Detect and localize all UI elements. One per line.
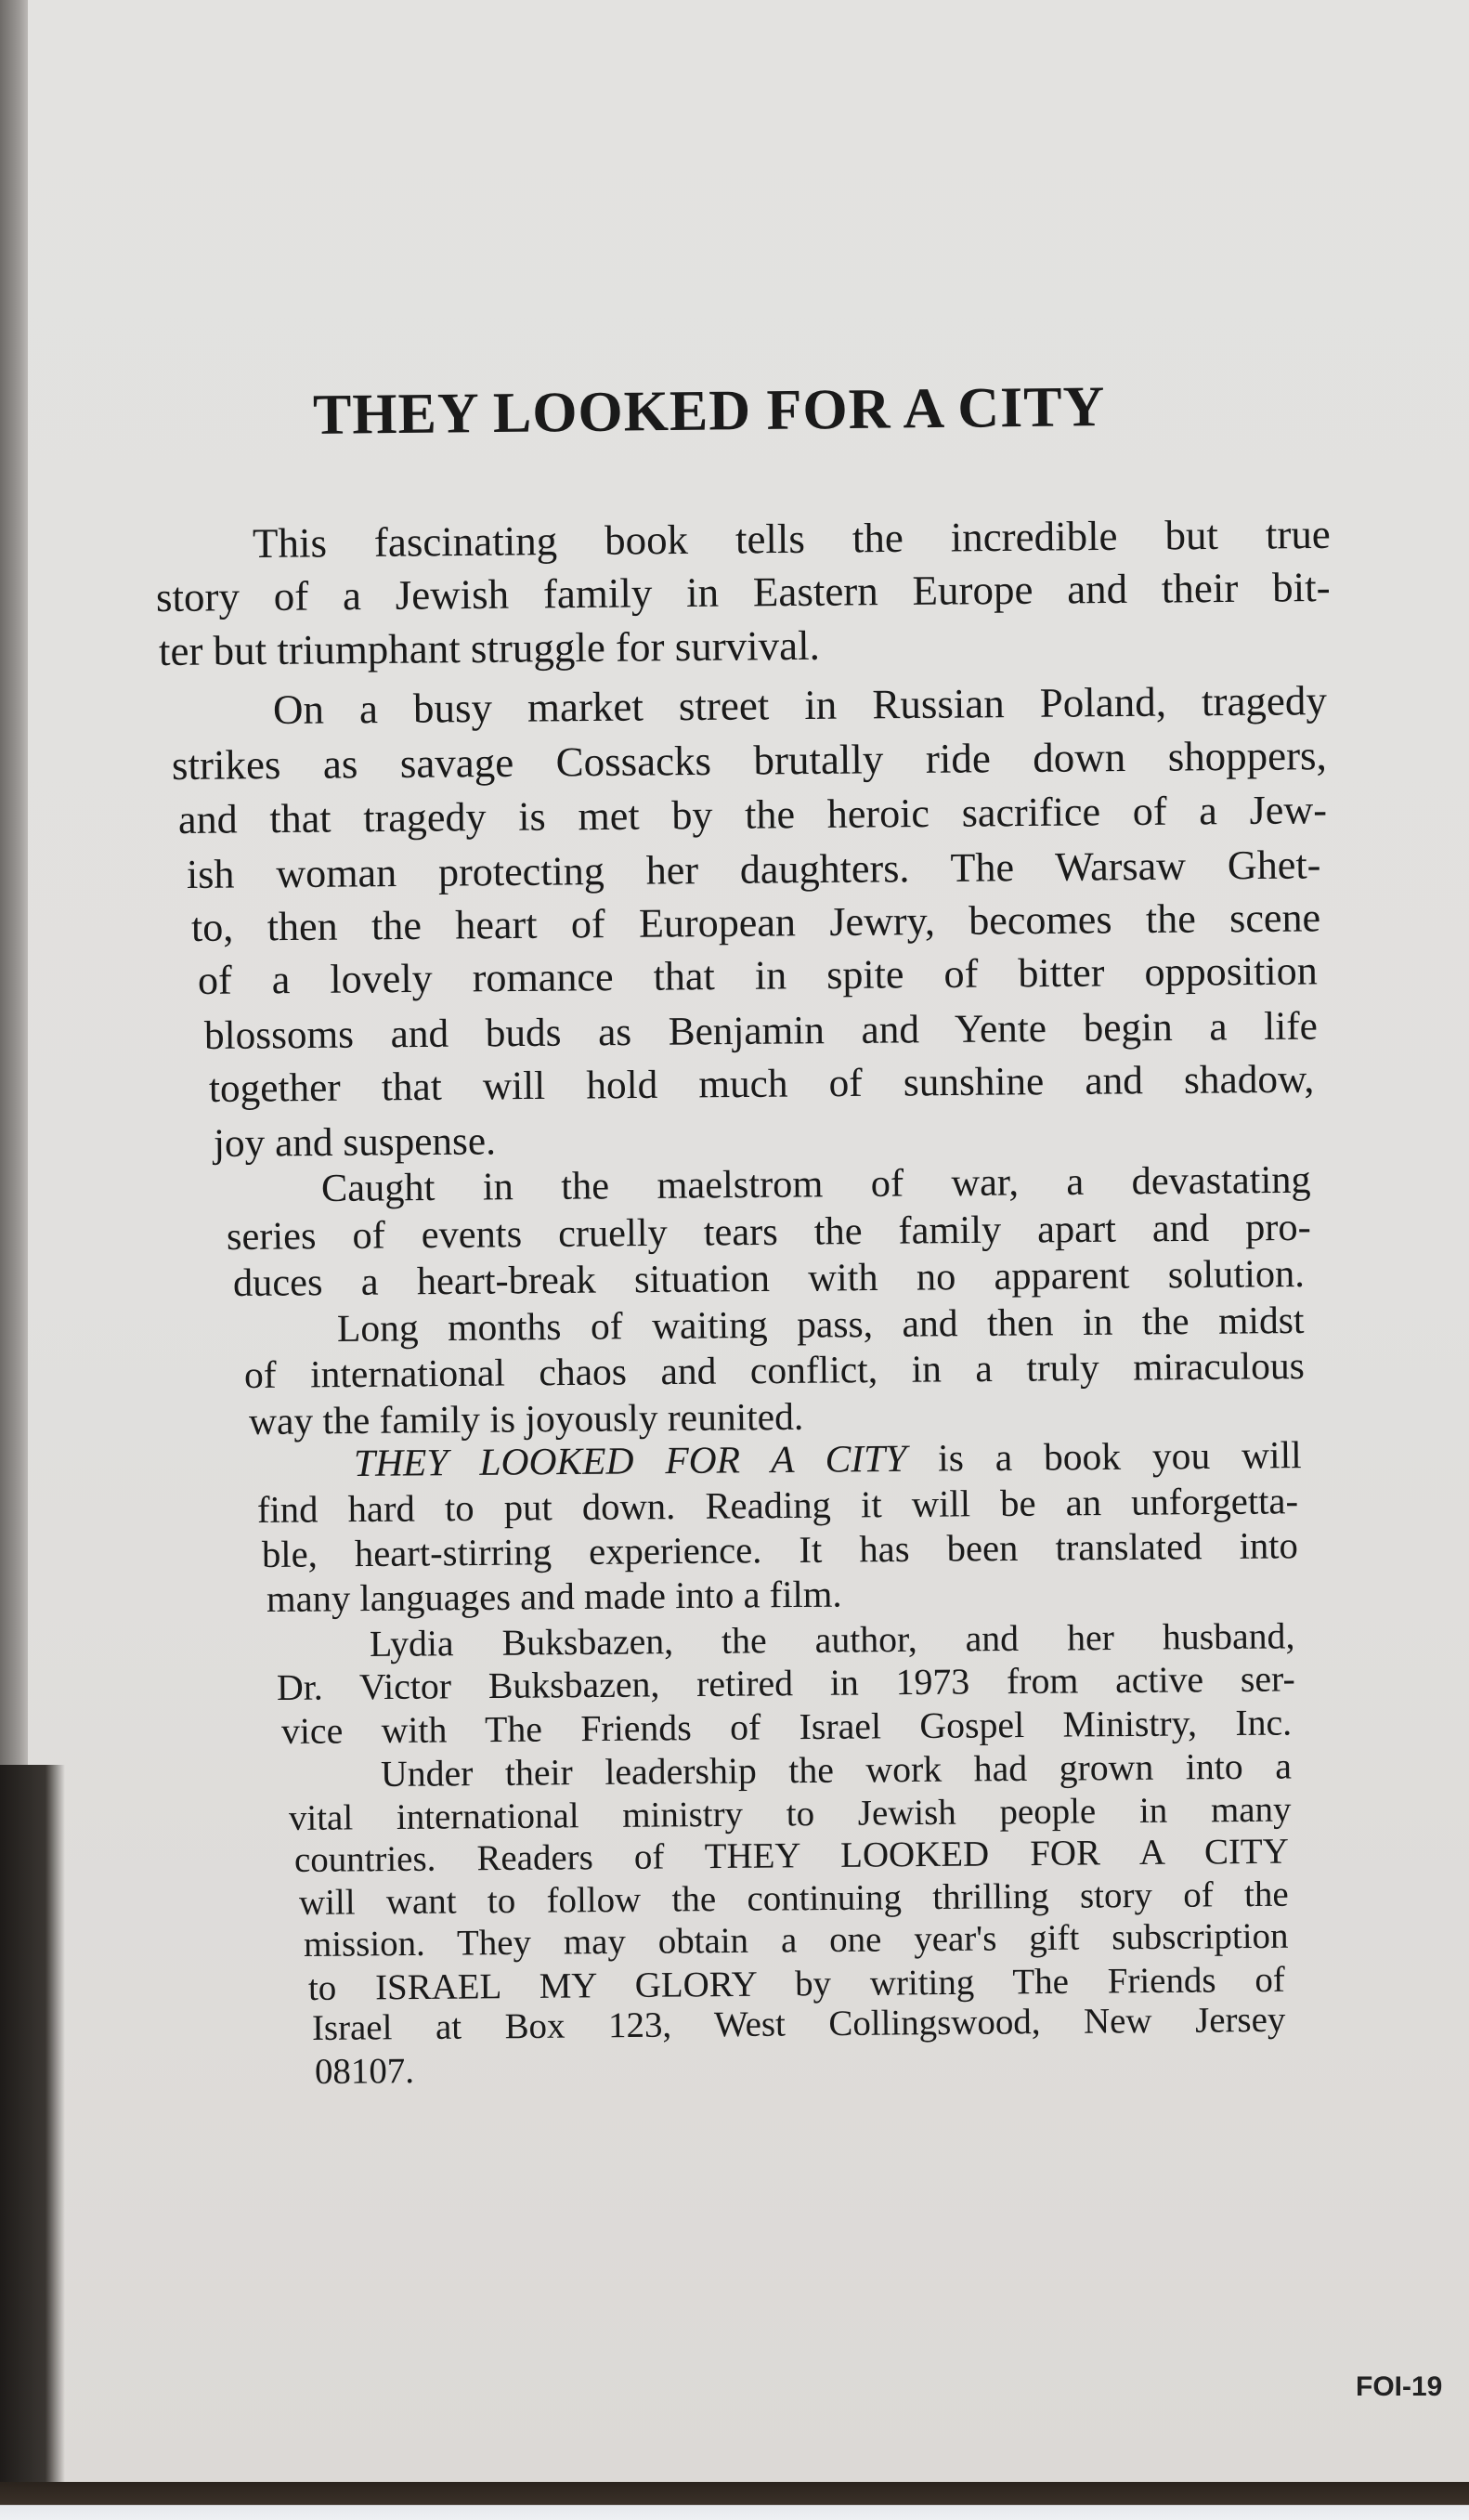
line-text: of a lovely romance that in spite of bitter opposition	[197, 947, 1318, 1004]
italic-book-title: THEY LOOKED FOR A CITY	[353, 1436, 907, 1484]
text-line	[177, 787, 1328, 843]
line-text: way the family is joyously reunited.	[248, 1394, 804, 1443]
text-line	[261, 1524, 1298, 1575]
text-line	[256, 1479, 1298, 1531]
text-line	[298, 1874, 1289, 1924]
catalog-code: FOI-19	[1356, 2371, 1443, 2402]
line-text: find hard to put down. Reading it will be an unforgetta-	[256, 1479, 1298, 1531]
line-text: of international chaos and conflict, in a truly miraculous	[243, 1343, 1305, 1396]
line-text: strikes as savage Cossacks brutally ride down shoppers,	[171, 732, 1328, 790]
text-line	[272, 676, 1328, 733]
line-text: mission. They may obtain a one year's gift subscription	[303, 1916, 1289, 1965]
book-title: THEY LOOKED FOR A CITY	[312, 375, 1106, 447]
text-line	[320, 1157, 1311, 1210]
text-line	[293, 1831, 1289, 1880]
line-text: is a book you will	[905, 1433, 1302, 1480]
line-text: 08107.	[314, 2051, 415, 2093]
text-line	[314, 2051, 415, 2093]
line-text: series of events cruelly tears the family apart and pro-	[226, 1205, 1311, 1259]
line-text: ter but triumphant struggle for survival.	[159, 622, 821, 675]
text-line	[190, 894, 1321, 951]
text-line	[337, 1298, 1305, 1350]
text-line	[203, 1003, 1318, 1058]
line-text: ble, heart-stirring experience. It has been translated into	[261, 1524, 1298, 1575]
book-edge-shadow	[0, 1765, 65, 2520]
text-line	[303, 1916, 1289, 1965]
text-line	[252, 511, 1331, 568]
text-line	[159, 622, 821, 675]
text-line	[226, 1205, 1311, 1259]
line-text: duces a heart-break situation with no apparent solution.	[232, 1251, 1305, 1305]
text-line	[276, 1658, 1295, 1709]
text-line	[232, 1251, 1305, 1305]
text-line	[353, 1433, 1302, 1484]
text-line	[289, 1789, 1293, 1838]
text-line	[248, 1394, 804, 1443]
text-line	[171, 732, 1328, 790]
line-text: On a busy market street in Russian Poland, tragedy	[272, 676, 1328, 733]
line-text: Lydia Buksbazen, the author, and her husband,	[369, 1615, 1295, 1665]
line-text: to ISRAEL MY GLORY by writing The Friends of	[307, 1959, 1286, 2009]
line-text: vital international ministry to Jewish people in many	[289, 1789, 1293, 1838]
line-text: Under their leadership the work had grown into a	[380, 1745, 1293, 1795]
text-line	[243, 1343, 1305, 1396]
text-line	[155, 563, 1331, 620]
line-text: vice with The Friends of Israel Gospel Ministry, Inc.	[280, 1702, 1293, 1752]
book-bottom-edge	[0, 2482, 1469, 2520]
text-line	[186, 842, 1321, 898]
line-text: Israel at Box 123, West Collingswood, New Jersey	[311, 2000, 1286, 2049]
text-line	[213, 1118, 497, 1166]
line-text: Caught in the maelstrom of war, a devastating	[320, 1157, 1311, 1210]
text-line	[266, 1573, 842, 1621]
line-text: to, then the heart of European Jewry, becomes the scene	[190, 894, 1321, 951]
line-text: ish woman protecting her daughters. The Warsaw Ghet-	[186, 842, 1321, 898]
line-text: Dr. Victor Buksbazen, retired in 1973 from active ser-	[276, 1658, 1295, 1709]
text-line	[369, 1615, 1295, 1665]
text-line	[311, 2000, 1286, 2049]
line-text: many languages and made into a film.	[266, 1573, 842, 1621]
line-text: story of a Jewish family in Eastern Europe and their bit-	[155, 563, 1331, 620]
text-line	[380, 1745, 1293, 1795]
line-text: and that tragedy is met by the heroic sacrifice of a Jew-	[177, 787, 1328, 843]
line-text: joy and suspense.	[213, 1118, 497, 1166]
line-text: blossoms and buds as Benjamin and Yente begin a life	[203, 1003, 1318, 1058]
text-line	[281, 1704, 1292, 1750]
line-text: countries. Readers of THEY LOOKED FOR A CITY	[293, 1831, 1289, 1880]
line-text: together that will hold much of sunshine and shadow,	[208, 1056, 1315, 1111]
text-line	[208, 1056, 1315, 1111]
text-line	[197, 947, 1318, 1004]
line-text: This fascinating book tells the incredible but true	[252, 511, 1331, 568]
line-text: will want to follow the continuing thrilling story of the	[298, 1874, 1289, 1924]
line-text: Long months of waiting pass, and then in the midst	[337, 1298, 1305, 1350]
